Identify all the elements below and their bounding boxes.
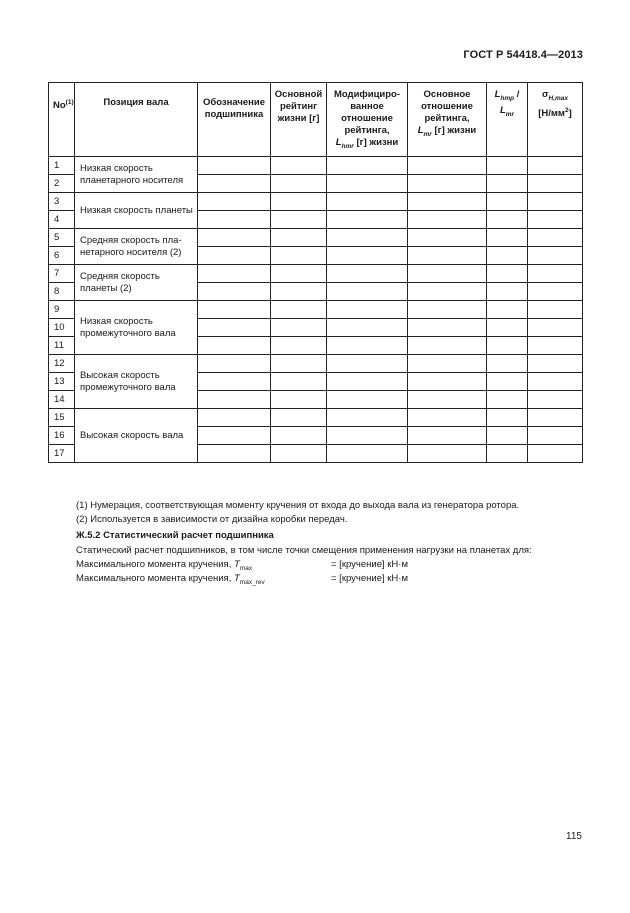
table-row	[49, 229, 583, 247]
row-number: 12	[49, 355, 75, 373]
row-number: 17	[49, 445, 75, 463]
empty-cell	[327, 157, 408, 175]
empty-cell	[487, 211, 528, 229]
empty-cell	[327, 265, 408, 283]
empty-cell	[528, 319, 583, 337]
bearing-table	[48, 82, 583, 463]
row-number: 8	[49, 283, 75, 301]
empty-cell	[327, 211, 408, 229]
empty-cell	[198, 193, 271, 211]
empty-cell	[198, 355, 271, 373]
empty-cell	[271, 409, 327, 427]
empty-cell	[271, 427, 327, 445]
empty-cell	[528, 193, 583, 211]
empty-cell	[198, 175, 271, 193]
empty-cell	[528, 427, 583, 445]
empty-cell	[487, 355, 528, 373]
empty-cell	[487, 409, 528, 427]
empty-cell	[528, 157, 583, 175]
table-row	[49, 301, 583, 319]
header-sigma	[528, 83, 583, 157]
torque-rev-sym: T	[233, 573, 240, 584]
empty-cell	[327, 175, 408, 193]
ratio-l2-sub: mr	[505, 110, 515, 118]
shaft-position: Высокая скорость промежуточного вала	[75, 355, 198, 409]
empty-cell	[408, 229, 487, 247]
empty-cell	[408, 409, 487, 427]
header-no	[49, 83, 75, 157]
table-header-row	[49, 83, 583, 157]
empty-cell	[408, 373, 487, 391]
empty-cell	[327, 337, 408, 355]
empty-cell	[327, 445, 408, 463]
header-position: Позиция вала	[75, 83, 198, 157]
empty-cell	[198, 319, 271, 337]
empty-cell	[408, 427, 487, 445]
empty-cell	[528, 229, 583, 247]
empty-cell	[327, 355, 408, 373]
table-row	[49, 157, 583, 175]
empty-cell	[327, 247, 408, 265]
footnote-2: (2) Используется в зависимости от дизайна коробки передач.	[76, 513, 348, 525]
empty-cell	[327, 373, 408, 391]
empty-cell	[408, 445, 487, 463]
empty-cell	[408, 283, 487, 301]
torque-rev-line	[76, 573, 265, 586]
header-modified-rating	[327, 83, 408, 157]
header-no-sup: (1)	[65, 99, 74, 106]
empty-cell	[487, 337, 528, 355]
shaft-position: Низкая скорость промежуточного вала	[75, 301, 198, 355]
empty-cell	[271, 265, 327, 283]
row-number: 1	[49, 157, 75, 175]
shaft-position: Высокая скорость вала	[75, 409, 198, 463]
row-number: 16	[49, 427, 75, 445]
empty-cell	[198, 211, 271, 229]
empty-cell	[271, 391, 327, 409]
shaft-position: Низкая скорость планеты	[75, 193, 198, 229]
shaft-position: Низкая скорость планетарного носителя	[75, 157, 198, 193]
modified-rating-pre: Модифициро- ванное отношение рейтинга,	[333, 89, 401, 136]
empty-cell	[327, 427, 408, 445]
basic-ratio-pre: Основное отношение рейтинга,	[421, 89, 473, 124]
shaft-position: Средняя скорость пла- нетарного носителя (2)	[75, 229, 198, 265]
page-number: 115	[566, 831, 582, 842]
empty-cell	[271, 211, 327, 229]
basic-ratio-sub: mr	[423, 130, 432, 138]
sigma-sub: H,max	[548, 94, 568, 102]
header-basic-ratio	[408, 83, 487, 157]
row-number: 10	[49, 319, 75, 337]
empty-cell	[528, 337, 583, 355]
sigma-unit: [Н/мм	[538, 108, 565, 120]
row-number: 3	[49, 193, 75, 211]
basic-ratio-sym: L	[417, 125, 424, 136]
empty-cell	[271, 301, 327, 319]
empty-cell	[327, 283, 408, 301]
empty-cell	[198, 157, 271, 175]
empty-cell	[528, 373, 583, 391]
empty-cell	[528, 355, 583, 373]
empty-cell	[487, 229, 528, 247]
basic-ratio-post: [г] жизни	[434, 125, 477, 136]
table-row	[49, 409, 583, 427]
empty-cell	[198, 427, 271, 445]
row-number: 9	[49, 301, 75, 319]
empty-cell	[487, 301, 528, 319]
empty-cell	[408, 157, 487, 175]
row-number: 2	[49, 175, 75, 193]
empty-cell	[271, 355, 327, 373]
empty-cell	[271, 229, 327, 247]
header-ratio	[487, 83, 528, 157]
empty-cell	[271, 175, 327, 193]
empty-cell	[487, 427, 528, 445]
empty-cell	[487, 193, 528, 211]
empty-cell	[487, 175, 528, 193]
footnotes	[76, 499, 596, 526]
row-number: 4	[49, 211, 75, 229]
empty-cell	[528, 391, 583, 409]
section-title: Ж.5.2 Статистический расчет подшипника	[76, 530, 274, 541]
empty-cell	[408, 193, 487, 211]
empty-cell	[487, 157, 528, 175]
empty-cell	[408, 265, 487, 283]
empty-cell	[271, 337, 327, 355]
row-number: 14	[49, 391, 75, 409]
empty-cell	[198, 247, 271, 265]
empty-cell	[271, 247, 327, 265]
empty-cell	[198, 337, 271, 355]
torque-max-sym: T	[233, 559, 240, 570]
empty-cell	[528, 265, 583, 283]
table-row	[49, 265, 583, 283]
empty-cell	[327, 301, 408, 319]
empty-cell	[198, 445, 271, 463]
section-paragraph: Статический расчет подшипников, в том числе точки смещения применения нагрузки на планетах для:	[76, 545, 532, 556]
empty-cell	[487, 373, 528, 391]
empty-cell	[327, 409, 408, 427]
empty-cell	[271, 157, 327, 175]
torque-rev-sub: max_rev	[239, 578, 265, 586]
table-row	[49, 355, 583, 373]
empty-cell	[408, 175, 487, 193]
empty-cell	[408, 391, 487, 409]
empty-cell	[408, 355, 487, 373]
torque-rev-value: = [кручение] кН·м	[331, 573, 408, 584]
empty-cell	[327, 319, 408, 337]
sigma-symbol: σ	[541, 89, 549, 100]
document-header: ГОСТ Р 54418.4—2013	[463, 49, 583, 61]
torque-rev-label: Максимального момента кручения,	[76, 573, 234, 584]
empty-cell	[198, 229, 271, 247]
row-number: 11	[49, 337, 75, 355]
row-number: 13	[49, 373, 75, 391]
ratio-l1: L	[494, 89, 501, 100]
header-designation: Обозначение подшипника	[198, 83, 271, 157]
empty-cell	[487, 247, 528, 265]
header-no-label: No	[53, 100, 66, 112]
empty-cell	[327, 391, 408, 409]
empty-cell	[198, 373, 271, 391]
sigma-unit-sup: 2	[564, 106, 569, 114]
empty-cell	[198, 265, 271, 283]
ratio-slash: /	[514, 89, 520, 100]
modified-rating-sym: L	[335, 137, 342, 148]
torque-max-sub: max	[239, 564, 253, 572]
empty-cell	[408, 211, 487, 229]
empty-cell	[528, 283, 583, 301]
empty-cell	[487, 283, 528, 301]
empty-cell	[528, 247, 583, 265]
empty-cell	[487, 445, 528, 463]
empty-cell	[487, 265, 528, 283]
empty-cell	[528, 175, 583, 193]
row-number: 6	[49, 247, 75, 265]
empty-cell	[408, 319, 487, 337]
empty-cell	[198, 283, 271, 301]
empty-cell	[528, 409, 583, 427]
sigma-unit-end: ]	[568, 108, 572, 120]
ratio-l2: L	[499, 104, 506, 116]
empty-cell	[198, 409, 271, 427]
empty-cell	[327, 229, 408, 247]
empty-cell	[271, 445, 327, 463]
empty-cell	[271, 283, 327, 301]
modified-rating-sub: hmr	[341, 142, 354, 150]
empty-cell	[408, 337, 487, 355]
empty-cell	[271, 319, 327, 337]
empty-cell	[528, 301, 583, 319]
empty-cell	[408, 301, 487, 319]
empty-cell	[327, 193, 408, 211]
table-body	[49, 157, 583, 463]
table-row	[49, 193, 583, 211]
empty-cell	[198, 301, 271, 319]
empty-cell	[487, 391, 528, 409]
empty-cell	[528, 445, 583, 463]
ratio-l1-sub: hmp	[500, 94, 515, 102]
torque-max-value: = [кручение] кН·м	[331, 559, 408, 570]
empty-cell	[528, 211, 583, 229]
modified-rating-post: [г] жизни	[356, 137, 399, 148]
row-number: 7	[49, 265, 75, 283]
row-number: 15	[49, 409, 75, 427]
empty-cell	[198, 391, 271, 409]
row-number: 5	[49, 229, 75, 247]
torque-max-label: Максимального момента кручения,	[76, 559, 234, 570]
empty-cell	[271, 193, 327, 211]
empty-cell	[408, 247, 487, 265]
empty-cell	[487, 319, 528, 337]
header-basic-rating: Основной рейтинг жизни [г]	[271, 83, 327, 157]
empty-cell	[271, 373, 327, 391]
footnote-1: (1) Нумерация, соответствующая моменту кручения от входа до выхода вала из генератора ротора.	[76, 500, 520, 511]
shaft-position: Средняя скорость планеты (2)	[75, 265, 198, 301]
torque-max-line	[76, 559, 252, 572]
